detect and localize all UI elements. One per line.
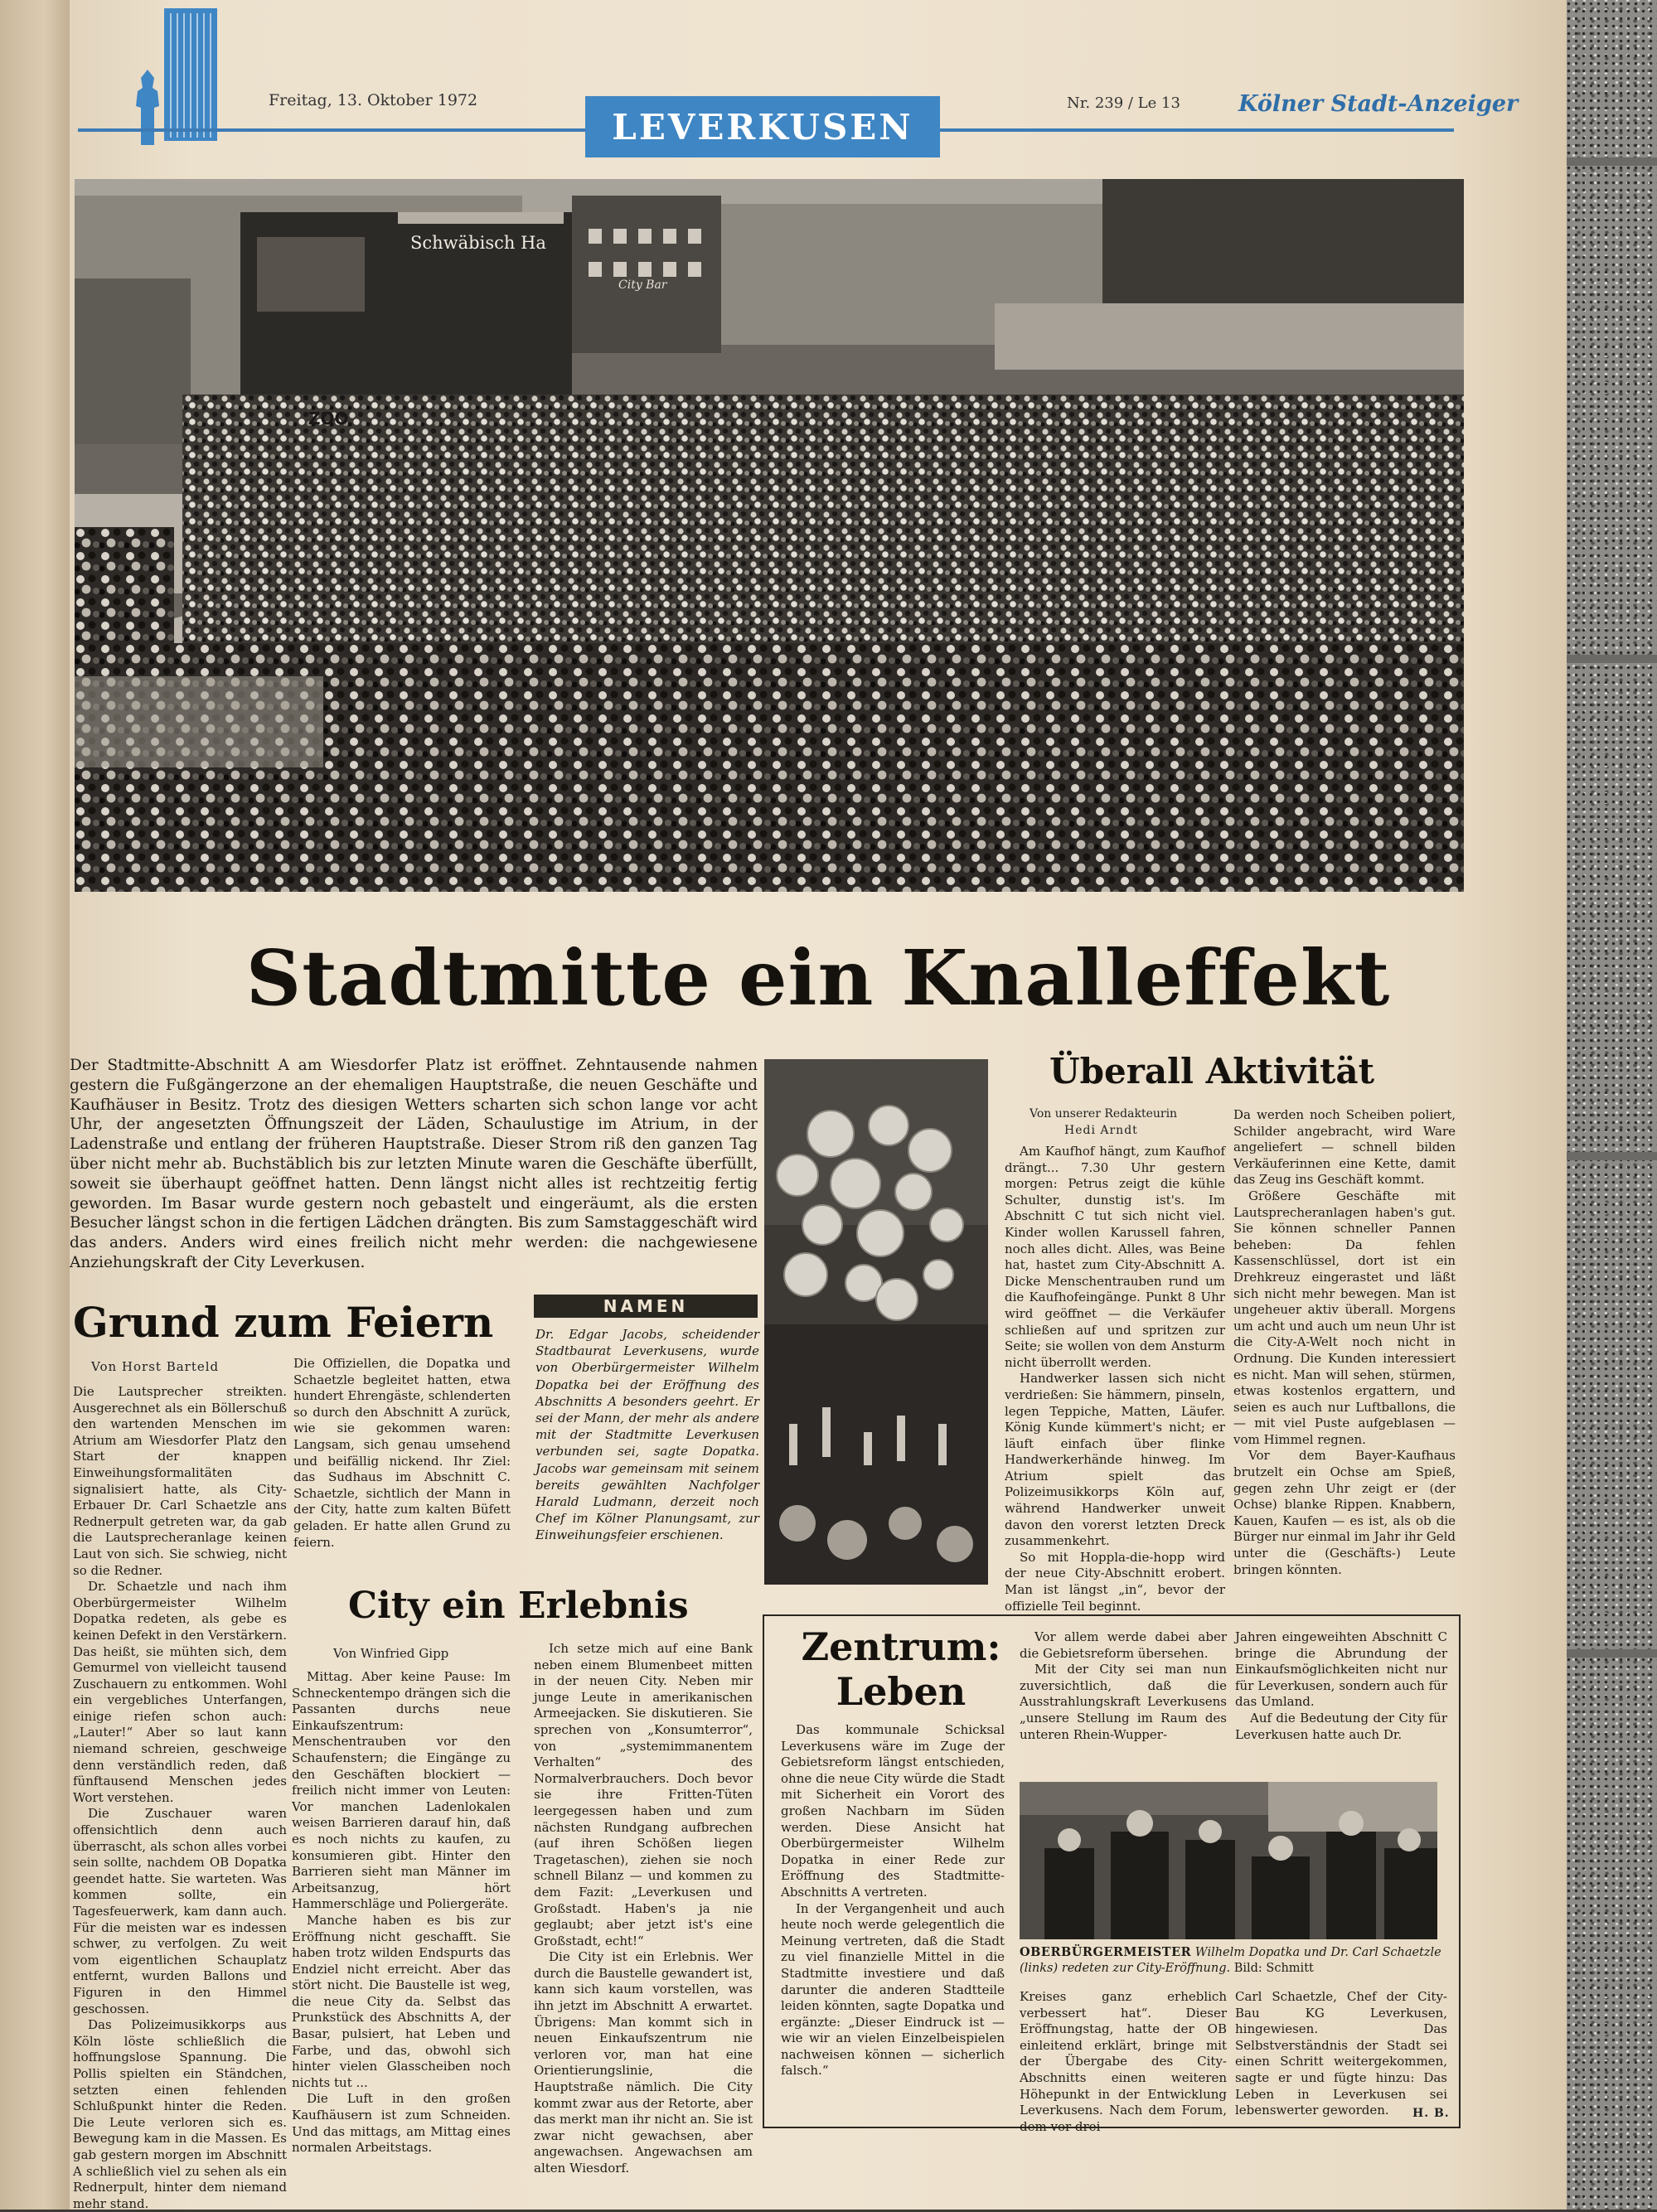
- ueberall-byline-line-2: Hedi Arndt: [1064, 1124, 1138, 1137]
- crowd-photo: [75, 179, 1464, 892]
- zentrum-column-2-bottom: Kreises ganz erheblich verbessert hat“. Dieser Eröffnungstag, hatte der OB einleitend erklärt, bringe mit der Übergabe des City-Abschnitts einen weiteren Höhepunkt in der Entwicklung Leverkusens. Nach dem Forum, dem vor drei: [1020, 1989, 1227, 2134]
- main-headline: Stadtmitte ein Knalleffekt: [245, 933, 1391, 1023]
- photo-caption: [1020, 1944, 1444, 1977]
- speckled-pillar-background: [1565, 0, 1657, 2210]
- zentrum-column-3-bottom: Carl Schaetzle, Chef der City-Bau KG Leverkusen, hingewiesen. Das Selbstverständnis der Stadt sei einen Schritt weitergekommen, sagte er und fügte hinzu: Das Leben in Leverkusen sei lebenswerter geworden.: [1235, 1989, 1447, 2118]
- grund-column-2: Die Offiziellen, die Dopatka und Schaetzle begleitet hatten, etwa hundert Ehrengäste, schlenderten so durch den Abschnitt A zurück, wie sie gekommen waren: Langsam, sich genau umsehend und beifällig nickend. Ihr Ziel: das Sudhaus im Abschnitt C. Schaetzle, sichtlich der Mann in der City, hatte zum kalten Büfett geladen. Er hatte allen Grund zu feiern.: [293, 1356, 511, 1550]
- city-skyline-logo: [129, 8, 220, 145]
- section-banner: LEVERKUSEN: [585, 96, 940, 157]
- lead-paragraph: Der Stadtmitte-Abschnitt A am Wiesdorfer Platz ist eröffnet. Zehntausende nahmen gestern die Fußgängerzone an der ehemaligen Hauptstraße, die neuen Geschäfte und Kaufhäuser in Besitz. Trotz des diesigen Wetters scharten sich schon lange vor acht Uhr, der angesetzten Öffnungszeit der Läden, Schaulustige im Atrium, in der Ladenstraße und entlang der früheren Hauptstraße. Dieser Strom riß den ganzen Tag über nicht mehr ab. Buchstäblich bis zur letzten Minute waren die Geschäfte überfüllt, soweit sie überhaupt geöffnet hatten. Denn längst nicht alles ist rechtzeitig fertig geworden. Im Basar wurde gestern noch gebastelt und eingeräumt, als die ersten Besucher längst schon in die fertigen Lädchen drängten. Bis zum Samstaggeschäft wird das anders. Anders wird eines freilich nicht mehr werden: die nachgewiesene Anziehungskraft der City Leverkusen.: [70, 1057, 758, 1271]
- zoo-sign: ZOO: [308, 409, 349, 428]
- ueberall-byline-line-1: Von unserer Redakteurin: [1030, 1107, 1178, 1121]
- ueberall-column-1: Am Kaufhof hängt, zum Kaufhof drängt... 7.30 Uhr gestern morgen: Petrus zeigt die kühle Schulter, dunstig ist's. Im Abschnitt C tut sich nicht viel. Kinder wollen Karussell fahren, noch alles dicht. Alles, was Beine hat, hastet zum City-Abschnitt A. Dicke Menschentrauben rund um die Kaufhofeingänge. Punkt 8 Uhr wird geöffnet — die Verkäufer schließen auf und spritzen zur Seite; sie wollen von dem Ansturm nicht überrollt werden. Handwerker lassen sich nicht verdrießen: Sie hämmern, pinseln, legen Teppiche, Matten, Läufer. König Kunde kümmert's nicht; er läuft einfach über flinke Handwerkerhände hinweg. Im Atrium spielt das Polizeimusikkorps Köln auf, während Handwerker unweit davon den vorerst letzten Dreck zusammenkehrt. So mit Hoppla-die-hopp wird der neue City-Abschnitt erobert. Man ist längst „in“, bevor der offizielle Teil beginnt.: [1005, 1144, 1225, 1614]
- balloons-photo: [764, 1059, 988, 1585]
- issue-date: Freitag, 13. Oktober 1972: [269, 91, 478, 109]
- city-byline: Von Winfried Gipp: [333, 1646, 449, 1661]
- bar-sign: City Bar: [618, 278, 667, 292]
- city-column-2: Ich setze mich auf eine Bank neben einem Blumenbeet mitten in der neuen City. Neben mir junge Leute in amerikanischen Armeejacken. Sie diskutieren. Sie sprechen von „Konsumterror“, von „systemimmanentem Verhalten“ des Normalverbrauchers. Doch bevor sie ihre Fritten-Tüten leergegessen haben und zum nächsten Rundgang aufbrechen (auf ihren Schößen liegen Tragetaschen), ziehen sie noch schnell Bilanz — und kommen zu dem Fazit: „Leverkusen und Großstadt. Haben's ja nie geglaubt; aber jetzt ist's eine Großstadt, echt!“ Die City ist ein Erlebnis. Wer durch die Baustelle gewandert ist, kann sich kaum vorstellen, was ihn jetzt im Abschnitt A erwartet. Übrigens: Man kommt sich in neuen Einkaufszentrum nie verloren vor, man hat eine Orientierungslinie, die Hauptstraße nämlich. Die City kommt zwar aus der Retorte, aber das merkt man ihr nicht an. Sie ist zwar nicht gewachsen, aber angewachsen. Angewachsen am alten Wiesdorf.: [534, 1641, 753, 2176]
- zentrum-headline-line-2: Leben: [836, 1669, 967, 1714]
- zentrum-signoff: H. B.: [1412, 2107, 1450, 2120]
- newspaper-page: [70, 0, 1567, 2210]
- zentrum-column-3-top: Jahren eingeweihten Abschnitt C bringe die Abrundung der Einkaufsmöglichkeiten nicht nur für Leverkusen, sondern auch für das Umland. Auf die Bedeutung der City für Leverkusen hatte auch Dr.: [1235, 1629, 1447, 1742]
- caption-text: Wilhelm Dopatka und Dr. Carl Schaetzle (links) redeten zur City-Eröffnung.: [1020, 1946, 1441, 1975]
- zentrum-column-2-top: Vor allem werde dabei aber die Gebietsreform übersehen. Mit der City sei man nun zuversichtlich, daß die Ausstrahlungskraft Leverkusens „unsere Stellung im Raum des unteren Rhein-Wupper-: [1020, 1629, 1227, 1742]
- issue-number: Nr. 239 / Le 13: [1067, 94, 1180, 112]
- namen-text: Dr. Edgar Jacobs, scheidender Stadtbaurat Leverkusens, wurde von Oberbürgermeister Wilhelm Dopatka bei der Eröffnung des Abschnitts A besonders geehrt. Er sei der Mann, der mehr als andere mit der Stadtmitte Leverkusen verbunden sei, sagte Dopatka. Jacobs war gemeinsam mit seinem bereits gewählten Nachfolger Harald Ludmann, derzeit noch Chef im Kölner Planungsamt, zur Einweihungsfeier erschienen.: [535, 1327, 759, 1543]
- caption-credit: Bild: Schmitt: [1233, 1962, 1314, 1975]
- caption-label: OBERBÜRGERMEISTER: [1020, 1945, 1192, 1959]
- ueberall-headline: Überall Aktivität: [1049, 1051, 1375, 1091]
- city-column-1: Mittag. Aber keine Pause: Im Schneckentempo drängen sich die Passanten durchs neue Einkaufszentrum: Menschentrauben vor den Schaufenstern; die Eingänge zu den Geschäften blockiert — freilich nicht immer von Leuten: Vor manchen Ladenlokalen weisen Barrieren darauf hin, daß es noch nichts zu kaufen, zu konsumieren gibt. Hinter den Barrieren sieht man Männer im Arbeitsanzug, hört Hammerschläge und Poliergeräte. Manche haben es bis zur Eröffnung nicht geschafft. Sie haben trotz wilden Endspurts das Endziel nicht erreicht. Aber das stört nicht. Die Baustelle ist weg, die neue City da. Selbst das Prunkstück des Abschnitts A, der Basar, pulsiert, hat Leben und Farbe, und das, obwohl sich hinter vielen Glasscheiben noch nichts tut ... Die Luft in den großen Kaufhäusern ist zum Schneiden. Und das mittags, am Mittag eines normalen Arbeitstags.: [292, 1669, 511, 2156]
- grund-headline: Grund zum Feiern: [73, 1298, 494, 1347]
- ueberall-column-2: Da werden noch Scheiben poliert, Schilder angebracht, wird Ware angeliefert — schnell bilden Verkäuferinnen eine Kette, damit das Zeug ins Geschäft kommt. Größere Geschäfte mit Lautsprecheranlagen haben's gut. Sie können schneller Pannen beheben: Da fehlen Kassenschlüssel, dort ist ein Drehkreuz eingerastet und läßt sich nicht mehr bewegen. Man ist ungeheuer aktiv überall. Morgens um acht und auch um neun Uhr ist die City-A-Welt noch nicht in Ordnung. Die Kunden interessiert es nicht. Man will sehen, stürmen, etwas kostenlos ergattern, und seien es auch nur Luftballons, die — mit viel Puste aufgeblasen — vom Himmel regnen. Vor dem Bayer-Kaufhaus brutzelt ein Ochse am Spieß, gegen zehn Uhr zeigt er (der Ochse) blanke Rippen. Knabbern, Kauen, Kaufen — es ist, als ob die Bürger nur einmal im Jahr ihr Geld unter die (Geschäfts-) Leute bringen könnten.: [1233, 1107, 1456, 1577]
- zentrum-column-1: Das kommunale Schicksal Leverkusens wäre im Zuge der Gebietsreform längst entschieden, ohne die neue City würde die Stadt mit Sicherheit ein Vorort des großen Nachbarn im Süden werden. Diese Ansicht hat Oberbürgermeister Wilhelm Dopatka in einer Rede zur Eröffnung des Stadtmitte-Abschnitts A vertreten. In der Vergangenheit und auch heute noch werde gelegentlich die Meinung vertreten, daß die Stadt zu viel finanzielle Mittel in die Stadtmitte investiere und daß darunter die anderen Stadtteile leiden könnten, sagte Dopatka und ergänzte: „Dieser Eindruck ist — wie wir an vielen Einzelbeispielen nachweisen können — sicherlich falsch.“: [781, 1722, 1005, 2079]
- store-sign: Schwäbisch Ha: [410, 233, 546, 253]
- grund-column-1: Die Lautsprecher streikten. Ausgerechnet als ein Böllerschuß den wartenden Menschen im Atrium am Wiesdorfer Platz den Start der knappen Einweihungsformalitäten signalisiert hatte, als City-Erbauer Dr. Carl Schaetzle ans Rednerpult getreten war, da gab die Lautsprecheranlage keinen Laut von sich. Sie schwieg, nicht so die Redner. Dr. Schaetzle und nach ihm Oberbürgermeister Wilhelm Dopatka redeten, als gebe es keinen Defekt in den Verstärkern. Das heißt, sie mühten sich, dem Gemurmel von vielleicht tausend Zuschauern zu entkommen. Wohl ein vergebliches Unterfangen, einige riefen schon auch: „Lauter!“ Aber so laut kann niemand schreien, geschweige denn verständlich reden, daß fünftausend Menschen jedes Wort verstehen. Die Zuschauer waren offensichtlich denn auch überrascht, als schon alles vorbei sein sollte, nachdem OB Dopatka geendet hatte. Sie warteten. Was kommen sollte, ein Tagesfeuerwerk, kam dann auch. Für die meisten war es indessen schwer, zu verfolgen. Zu weit vom eigentlichen Schauplatz entfernt, wurden Ballons und Figuren in den Himmel geschossen. Das Polizeimusikkorps aus Köln löste schließlich die hoffnungslose Spannung. Die Pollis spielten ein Ständchen, setzten einen fehlenden Schlußpunkt hinter die Reden. Die Leute verloren sich es. Bewegung kam in die Massen. Es gab gestern morgen im Abschnitt A schließlich viel zu sehen als ein Rednerpult, hinter dem niemand mehr stand.: [73, 1384, 287, 2211]
- officials-photo: [1020, 1782, 1437, 1939]
- page-binding: [0, 0, 80, 2210]
- city-headline: City ein Erlebnis: [348, 1585, 689, 1627]
- namen-label: NAMEN: [534, 1295, 758, 1318]
- newspaper-name: Kölner Stadt-Anzeiger: [1238, 91, 1519, 117]
- zentrum-headline-line-1: Zentrum:: [801, 1624, 1001, 1669]
- grund-byline: Von Horst Barteld: [91, 1359, 220, 1374]
